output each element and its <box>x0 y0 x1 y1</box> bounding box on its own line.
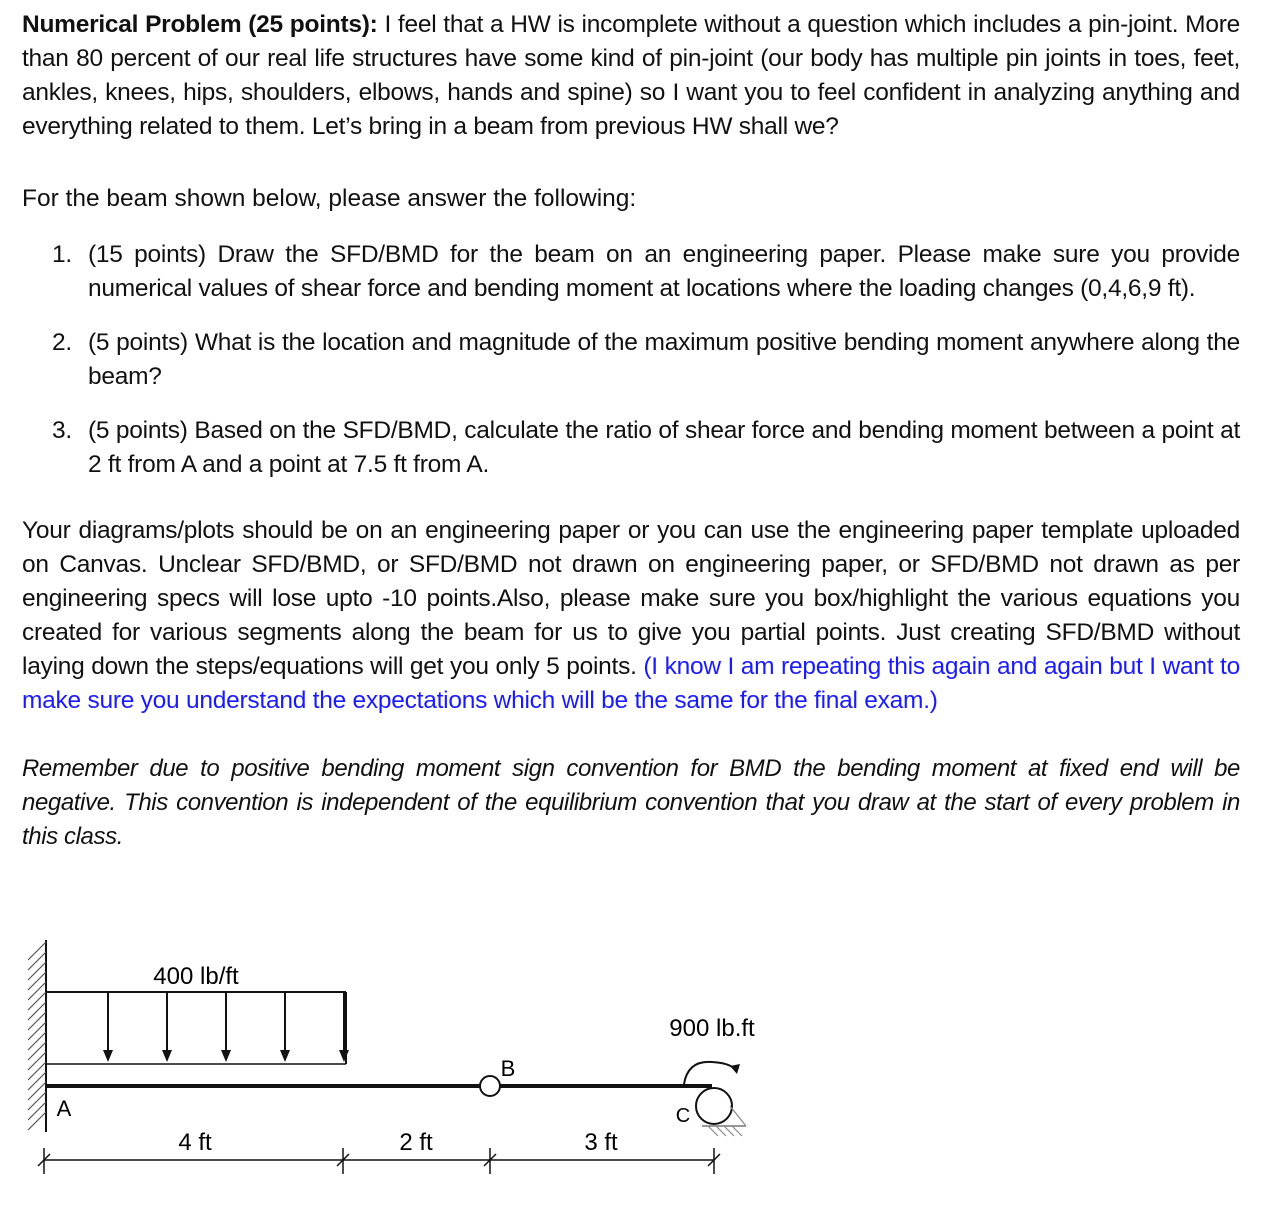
question-item <box>22 238 1240 306</box>
label-c: C <box>675 1105 691 1127</box>
roller-support-c <box>696 1088 746 1136</box>
moment-arrow-icon <box>684 1062 740 1084</box>
moment-label: 900 lb.ft <box>669 1015 755 1042</box>
pin-joint-b <box>480 1076 500 1096</box>
instructions-highlight: (I know I am repeating this again and again but I want to make sure you understand the expectations which will be the same for the final exam.) <box>22 653 1240 714</box>
question-item <box>22 414 1240 482</box>
load-arrow <box>162 992 172 1062</box>
load-arrow <box>339 992 349 1062</box>
question-number: 3. <box>52 417 72 444</box>
load-arrow <box>221 992 231 1062</box>
question-number: 1. <box>52 241 72 268</box>
load-arrow <box>103 992 113 1062</box>
question-item <box>22 326 1240 394</box>
fixed-support-wall <box>28 940 46 1132</box>
label-a: A <box>56 1096 72 1121</box>
questions-prompt: For the beam shown below, please answer the following: <box>22 185 637 212</box>
instructions-text: Your diagrams/plots should be on an engineering paper or you can use the engineering paper template uploaded on Canvas. Unclear SFD/BMD, or SFD/BMD not drawn on engineering paper, or SFD/BMD not drawn as per engineering specs will lose upto -10 points.Also, please make sure you box/highlight the various equations you created for various segments along the beam for us to give you partial points. Just creating SFD/BMD without laying down the steps/equations will get you only 5 points. <box>22 517 1240 680</box>
problem-document <box>22 8 1240 854</box>
problem-heading: Numerical Problem (25 points): <box>22 11 378 38</box>
problem-intro <box>22 8 1240 144</box>
dimension-label-bc: 3 ft <box>584 1129 618 1156</box>
problem-intro-text: I feel that a HW is incomplete without a question which includes a pin-joint. More than 80 percent of our real life structures have some kind of pin-joint (our body has multiple pin joints in toes, feet, ankles, knees, hips, shoulders, elbows, hands and spine) so I want you to feel confident in analyzing anything and everything related to them. Let’s bring in a beam from previous HW shall we? <box>22 11 1240 140</box>
question-text: (5 points) Based on the SFD/BMD, calculate the ratio of shear force and bending moment between a point at 2 ft from A and a point at 7.5 ft from A. <box>88 417 1240 478</box>
sign-convention-note: Remember due to positive bending moment sign convention for BMD the bending moment at fixed end will be negative. This convention is independent of the equilibrium convention that you draw at the start of every problem in this class. <box>22 755 1240 850</box>
question-list <box>22 238 1240 482</box>
question-text: (15 points) Draw the SFD/BMD for the beam on an engineering paper. Please make sure you provide numerical values of shear force and bending moment at locations where the loading changes (0,4,6,9 ft). <box>88 241 1240 302</box>
beam-figure <box>0 900 1264 1200</box>
question-number: 2. <box>52 329 72 356</box>
load-arrow <box>280 992 290 1062</box>
dimension-line <box>38 1148 720 1174</box>
load-label: 400 lb/ft <box>153 963 239 990</box>
question-text: (5 points) What is the location and magnitude of the maximum positive bending moment anywhere along the beam? <box>88 329 1240 390</box>
instructions-paragraph <box>22 514 1240 718</box>
dimension-label-ab: 4 ft <box>178 1129 212 1156</box>
dimension-label-b: 2 ft <box>399 1129 433 1156</box>
label-b: B <box>500 1056 516 1081</box>
distributed-load <box>46 992 349 1064</box>
